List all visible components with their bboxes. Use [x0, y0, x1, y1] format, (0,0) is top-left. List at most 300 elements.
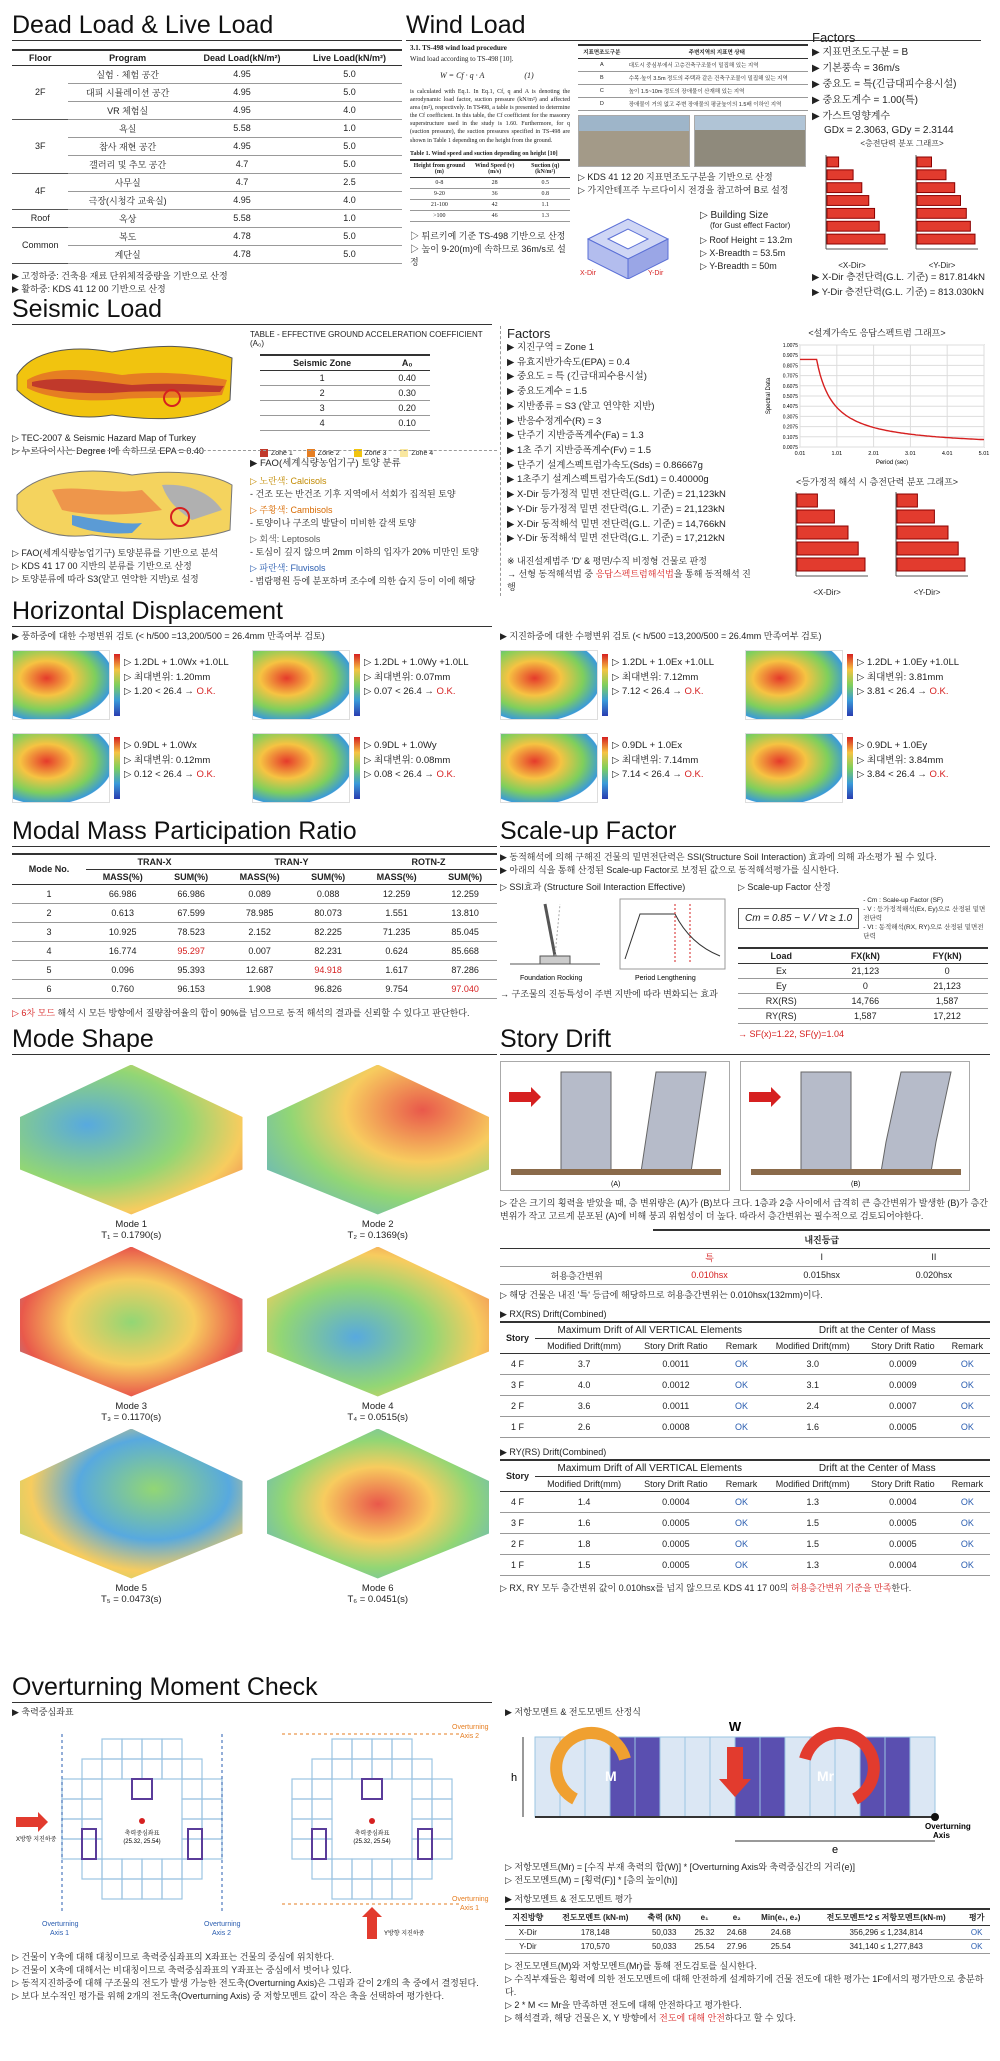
- seismic-section: [12, 296, 990, 325]
- resist-block: [505, 1706, 990, 2025]
- y-tick-label: 0.9075: [782, 353, 798, 360]
- table-cell: 0.0011: [633, 1353, 718, 1374]
- axis-1-label: Axis 1: [460, 1905, 480, 1913]
- rx-drift-table: [500, 1321, 990, 1438]
- table-row: [12, 941, 497, 960]
- zone-label: Zone 1: [271, 449, 293, 457]
- table-cell: 1 F: [500, 1554, 535, 1575]
- ssi-label-rocking: Foundation Rocking: [520, 974, 583, 982]
- table-cell: 0.40: [384, 371, 430, 386]
- table-row: [260, 401, 430, 416]
- story-bar: [797, 542, 858, 555]
- story-bar: [917, 183, 955, 193]
- table-cell: 1: [260, 371, 384, 386]
- table-cell: 복도: [68, 227, 186, 245]
- diagram-shape: [202, 1799, 222, 1819]
- table-cell: Ex: [738, 964, 824, 979]
- table-cell: 3.0: [765, 1353, 861, 1374]
- paper-body: is calculated with Eq.1. In Eq.1, Cf, q and A is denoting the aerodynamic load factor, suction pressure (kN/m²) and affected area (m²), respectively. In TS498, a table is presented to determine the Cf coefficient. In this table, the Cf coefficient for the masonry superstructure used in the study is 1.60. Furthermore, for q (suction pressure), the suction pressures specified in TS-498 are shown in Table 1 depending on the height from the ground.: [410, 89, 570, 144]
- y-tick-label: 0.1075: [782, 434, 798, 441]
- row-label: 허용층간변위: [500, 1266, 653, 1284]
- table-cell: 수목·높이 3.5m 정도의 주택과 같은 건축구조물이 밀집해 있는 지역: [626, 72, 808, 85]
- factor-item: ▶ Y-Dir 동적해석 밑면 전단력(G.L. 기준) = 17,212kN: [507, 533, 725, 545]
- diagram-shape: [885, 1737, 910, 1817]
- story-shear-title: <등가정적 해석 시 층전단력 분포 그래프>: [795, 477, 959, 487]
- diagram-shape: [369, 1818, 375, 1824]
- spectrum-title: <설계가속도 응답스펙트럼 그래프>: [808, 328, 946, 338]
- column-header: 전도모멘트*2 ≤ 저항모멘트(kN-m): [809, 1909, 964, 1926]
- diagram-shape: [292, 1839, 312, 1859]
- fao-title: ▶ FAO(세계식량농업기구) 토양 분류: [250, 458, 401, 469]
- response-spectrum-chart: [762, 339, 990, 469]
- grade-val: 0.020hsx: [878, 1266, 990, 1284]
- table-cell: 82.231: [296, 941, 360, 960]
- axis-1-label: Axis 1: [50, 1930, 70, 1938]
- table-cell: 4.95: [187, 83, 297, 101]
- table-cell: X-Dir: [505, 1926, 551, 1940]
- table-cell: 0.0008: [633, 1416, 718, 1437]
- group-header: 내진등급: [653, 1230, 990, 1249]
- mode-card: [12, 1247, 251, 1423]
- x-tick-label: 2.01: [868, 451, 879, 457]
- table-cell: 1.6: [765, 1416, 861, 1437]
- displacement-case: [745, 650, 985, 720]
- diagram-shape: [685, 1737, 710, 1817]
- table-cell: 78.523: [159, 922, 223, 941]
- table-cell: 0.20: [384, 401, 430, 416]
- column-header: Modified Drift(mm): [765, 1476, 861, 1491]
- table-cell: 17,212: [906, 1009, 988, 1024]
- header-row: [500, 1338, 990, 1353]
- displacement-case: [500, 650, 740, 720]
- contour-image: [252, 733, 350, 803]
- table-cell: 0-8: [410, 177, 469, 188]
- moment-formulas: [505, 1861, 990, 1887]
- diagram-shape: [82, 1839, 102, 1859]
- y-tick-label: 0.4075: [782, 404, 798, 411]
- turkey-hazard-map: [12, 330, 237, 430]
- fao-desc: - 건조 또는 반건조 기후 지역에서 석회가 집적된 토양: [250, 489, 456, 500]
- fao-name: ▷ 노란색: Calcisols: [250, 476, 327, 486]
- column-header: Load: [738, 948, 824, 964]
- note-line: ▷ 건물이 Y축에 대해 대칭이므로 축력중심좌표의 X좌표는 건물의 중심에 위치한다.: [12, 1952, 335, 1963]
- floor-cell: 4F: [12, 173, 68, 209]
- displacement-text: [857, 733, 949, 803]
- table-cell: OK: [718, 1416, 764, 1437]
- group-header: Drift at the Center of Mass: [765, 1460, 990, 1477]
- mode-shape-image: [20, 1429, 243, 1579]
- table-cell: 0.096: [86, 960, 159, 979]
- gust-factor: GDx = 2.3063, GDy = 2.3144: [824, 125, 954, 136]
- column-header: Story Drift Ratio: [861, 1476, 945, 1491]
- mode-period: T₆ = 0.0451(s): [347, 1593, 409, 1605]
- grade-table: [500, 1229, 990, 1285]
- max-displacement: ▷ 최대변위: 0.07mm: [364, 671, 451, 683]
- overturning-section: [12, 1674, 990, 1703]
- displacement-text: [612, 733, 704, 803]
- table-cell: 0.0009: [861, 1353, 945, 1374]
- factor-item: ▶ 단주기 지반증폭계수(Fa) = 1.3: [507, 430, 644, 442]
- max-displacement: ▷ 최대변위: 7.12mm: [612, 671, 699, 683]
- ok-text: O.K.: [929, 769, 949, 781]
- story-bar: [897, 526, 948, 539]
- zone-label: Zone 4: [411, 449, 434, 457]
- factor-item: ▶ 중요도 = 특(긴급대피수용시설): [812, 79, 957, 90]
- table-cell: 0.007: [223, 941, 296, 960]
- mode-period: T₃ = 0.1170(s): [101, 1411, 162, 1423]
- wind-x-graph: [812, 151, 892, 261]
- factors-title: Factors: [812, 30, 856, 45]
- table-row: [12, 137, 402, 155]
- table-row: [12, 922, 497, 941]
- label-overturning-axis: Overturning: [925, 1822, 971, 1832]
- table-cell: OK: [945, 1554, 990, 1575]
- table-cell: 1.5: [765, 1512, 861, 1533]
- overturning-notes: [12, 1951, 497, 2003]
- note-line: ▷ 튀르키예 기준 TS-498 기반으로 산정: [410, 230, 566, 241]
- table-row: [12, 101, 402, 119]
- soil-section: [12, 450, 497, 591]
- wind-story-graphs: [812, 151, 992, 261]
- diagram-shape: [182, 1799, 202, 1819]
- table-cell: Ey: [738, 979, 824, 994]
- exposure-table: [578, 44, 808, 111]
- table-cell: 13.810: [433, 903, 497, 922]
- table-cell: 25.54: [753, 1940, 809, 1954]
- table-cell: 1.8: [535, 1533, 633, 1554]
- diagram-shape: [392, 1859, 412, 1879]
- table-cell: 178,148: [551, 1926, 640, 1940]
- note-line: ▷ 토양분류에 따라 S3(얕고 연약한 지반)로 설정: [12, 574, 199, 585]
- color-scale: [114, 654, 120, 716]
- displacement-text: [857, 650, 959, 720]
- mode-shape-image: [267, 1429, 490, 1579]
- table-cell: 욕실: [68, 119, 186, 137]
- diagram-shape: [352, 1739, 372, 1759]
- table-cell: 24.68: [753, 1926, 809, 1940]
- header-row: [578, 45, 808, 59]
- group-header: TRAN-X: [86, 854, 223, 870]
- rx-title: ▶ RX(RS) Drift(Combined): [500, 1308, 607, 1319]
- story-bar: [917, 196, 961, 206]
- floor-cell: Roof: [12, 209, 68, 227]
- table-cell: >100: [410, 210, 469, 221]
- soil-notes: [12, 547, 242, 586]
- y-tick-label: 1.0075: [782, 343, 798, 349]
- table-cell: 3 F: [500, 1374, 535, 1395]
- table-cell: 3: [12, 922, 86, 941]
- diagram-shape: [432, 1839, 452, 1859]
- note-line: ▷ TEC-2007 & Seismic Hazard Map of Turkey: [12, 433, 196, 443]
- check-line: [857, 768, 949, 783]
- diagram-shape: [162, 1879, 182, 1899]
- table-cell: 3: [260, 401, 384, 416]
- load-combo: ▷ 1.2DL + 1.0Wy +1.0LL: [364, 657, 469, 668]
- x-tick-label: 3.01: [905, 451, 916, 457]
- table-cell: VR 체험실: [68, 101, 186, 119]
- wind-paper-excerpt: [410, 44, 570, 269]
- x-tick-label: 1.01: [831, 451, 843, 457]
- table-cell: 0.0004: [633, 1491, 718, 1512]
- table-cell: 25.32: [688, 1926, 720, 1940]
- table-cell: 4.7: [187, 173, 297, 191]
- x-axis-label: Period (sec): [875, 460, 909, 466]
- table-row: [12, 83, 402, 101]
- svg-text:Y-Dir: Y-Dir: [648, 270, 664, 278]
- axis-1-label: Overturning: [452, 1896, 489, 1904]
- displacement-case: [745, 733, 985, 803]
- table-cell: 82.225: [296, 922, 360, 941]
- eq-disp: [500, 630, 990, 643]
- table-cell: 0.8: [521, 188, 571, 199]
- diagram-shape: [82, 1859, 102, 1879]
- load-combo: ▷ 1.2DL + 1.0Ey +1.0LL: [857, 657, 960, 668]
- table-cell: 2.5: [297, 173, 402, 191]
- note-line: ▶ 아래의 식을 통해 산정된 Scale-up Factor로 보정된 값으로 동적해석평가를 실시한다.: [500, 864, 839, 875]
- table-cell: 4 F: [500, 1353, 535, 1374]
- table-cell: B: [578, 72, 626, 85]
- factor-item: ▶ 1초주기 설계스펙트럼가속도(Sd1) = 0.40000g: [507, 474, 709, 486]
- mode-card: [259, 1065, 498, 1241]
- load-combo: ▷ 0.9DL + 1.0Wx: [124, 740, 197, 751]
- table-cell: 4.0: [297, 191, 402, 209]
- table-cell: 0.0005: [633, 1512, 718, 1533]
- table-cell: OK: [718, 1533, 764, 1554]
- building-size-item: ▷ X-Breadth = 53.5m: [700, 248, 786, 259]
- label-h: h: [511, 1772, 518, 1785]
- column-header: 평가: [963, 1909, 990, 1926]
- diagram-shape: [162, 1859, 182, 1879]
- displacement-case: [12, 650, 252, 720]
- scaleup-notes: [500, 851, 990, 877]
- load-combo: ▷ 1.2DL + 1.0Wx +1.0LL: [124, 657, 229, 668]
- contour-image: [500, 650, 598, 720]
- table-cell: 94.918: [296, 960, 360, 979]
- grade-col: 특: [653, 1248, 765, 1266]
- table-cell: 4.0: [297, 101, 402, 119]
- column-header: SUM(%): [433, 869, 497, 884]
- table-cell: 실험 · 체험 공간: [68, 65, 186, 83]
- column-header: Dead Load(kN/m²): [187, 50, 297, 66]
- x-force-label: X방향 지진하중: [16, 1837, 57, 1844]
- eval-title: ▶ 저항모멘트 & 전도모멘트 평가: [505, 1894, 633, 1905]
- diagram-shape: [182, 1779, 202, 1799]
- centroid-label: 축력중심좌표: [124, 1831, 160, 1838]
- diagram-shape: [332, 1879, 352, 1899]
- diagram-shape: [312, 1839, 332, 1859]
- diagram-shape: [412, 1759, 432, 1779]
- table-row: [505, 1940, 990, 1954]
- diagram-shape: [82, 1829, 96, 1859]
- y-tick-label: 0.2075: [782, 424, 798, 431]
- load-combo: ▷ 1.2DL + 1.0Ex +1.0LL: [612, 657, 715, 668]
- group-header: Maximum Drift of All VERTICAL Elements: [535, 1322, 765, 1339]
- svg-text:X-Dir: X-Dir: [580, 270, 596, 278]
- diagram-shape: [312, 1859, 332, 1879]
- table-cell: 10.925: [86, 922, 159, 941]
- table-cell: 1.5: [765, 1533, 861, 1554]
- column-header: Story: [500, 1460, 535, 1492]
- table-cell: 4: [260, 416, 384, 431]
- table-cell: 67.599: [159, 903, 223, 922]
- table-row: [500, 1374, 990, 1395]
- table-row: [500, 1533, 990, 1554]
- factor-item: ▶ 지반종류 = S3 (얕고 연약한 지반): [507, 400, 655, 412]
- ok-text: O.K.: [684, 686, 704, 698]
- table-cell: OK: [945, 1395, 990, 1416]
- ok-text: O.K.: [929, 686, 949, 698]
- table-row: [12, 227, 402, 245]
- diagram-shape: [292, 1819, 312, 1839]
- table-row: [738, 979, 988, 994]
- factor-item: ▶ 중요도계수 = 1.00(특): [812, 95, 918, 106]
- diagram-shape: [102, 1859, 122, 1879]
- fao-name: ▷ 주황색: Cambisols: [250, 505, 333, 516]
- table-cell: 3.1: [765, 1374, 861, 1395]
- table-cell: 0.089: [223, 884, 296, 903]
- eval-table: [505, 1908, 990, 1954]
- x-force-arrow: [16, 1812, 48, 1832]
- table-row: [738, 1009, 988, 1024]
- story-bar: [827, 221, 879, 231]
- scaleup-table: [738, 947, 988, 1024]
- table-cell: 21-100: [410, 199, 469, 210]
- check-text: ▷ 3.81 < 26.4 →: [857, 686, 930, 698]
- note-line: ▷ FAO(세계식량농업기구) 토양분류를 기반으로 분석: [12, 548, 219, 558]
- section-title: Wind Load: [406, 12, 981, 41]
- drift-note: ▷ 같은 크기의 횡력을 받았을 때, 층 변위량은 (A)가 (B)보다 크다. 1층과 2층 사이에서 급격히 큰 층간변위가 발생한 (B)가 층간변위가 작고 고르게 분포된 (A)에 비해 붕괴 위험성이 더 높다. 따라서 층간변위는 필수적으로 검토되어야한다.: [500, 1197, 988, 1221]
- table-row: [260, 386, 430, 401]
- table-cell: 1.0: [297, 209, 402, 227]
- table-cell: 95.393: [159, 960, 223, 979]
- column-header: Height from ground (m): [410, 160, 469, 178]
- check-line: [612, 685, 714, 700]
- table-cell: C: [578, 85, 626, 98]
- table-cell: OK: [945, 1353, 990, 1374]
- contour-image: [252, 650, 350, 720]
- story-bar: [897, 558, 965, 571]
- table-cell: 0.0011: [633, 1395, 718, 1416]
- table-cell: 96.826: [296, 979, 360, 998]
- table-cell: 1,587: [906, 994, 988, 1009]
- factor-item: ▶ 기본풍속 = 36m/s: [812, 63, 900, 74]
- column-header: Suction (q) (kN/m²): [521, 160, 571, 178]
- column-header: e₂: [721, 1909, 753, 1926]
- diagram-shape: [132, 1779, 152, 1799]
- mode-card: [259, 1247, 498, 1423]
- drift-diagram-a: [500, 1061, 730, 1191]
- table-cell: 12.259: [360, 884, 433, 903]
- building-size-item: ▷ Y-Breadth = 50m: [700, 261, 777, 272]
- y-tick-label: 0.0075: [782, 445, 798, 451]
- wind-notes-mid: [578, 171, 808, 197]
- table-cell: 95.297: [159, 941, 223, 960]
- table-row: [12, 119, 402, 137]
- table-cell: 3.7: [535, 1353, 633, 1374]
- table-cell: RX(RS): [738, 994, 824, 1009]
- color-scale: [114, 737, 120, 799]
- displacement-case: [252, 733, 492, 803]
- table-cell: 0.613: [86, 903, 159, 922]
- header-row: [500, 1248, 990, 1266]
- diagram-shape: [352, 1859, 372, 1879]
- table-cell: 85.045: [433, 922, 497, 941]
- centroid-value: (25.32, 25.54): [353, 1839, 391, 1846]
- mode-shape-image: [20, 1247, 243, 1397]
- table-cell: RY(RS): [738, 1009, 824, 1024]
- table-cell: 2.4: [765, 1395, 861, 1416]
- check-line: [364, 685, 469, 700]
- note-line: ▷ KDS 41 12 20 지표면조도구분을 기반으로 산정: [578, 172, 773, 182]
- legend-line: - Cm : Scale-up Factor (SF): [863, 896, 944, 904]
- table-cell: 78.985: [223, 903, 296, 922]
- ok-text: O.K.: [436, 769, 456, 781]
- table-cell: 대피 시뮬레이션 공간: [68, 83, 186, 101]
- scaleup-formula: Cm = 0.85 − V / Vt ≥ 1.0: [738, 908, 859, 929]
- diagram-shape: [292, 1799, 312, 1819]
- grade-col: II: [878, 1248, 990, 1266]
- graph-labels: <X-Dir> <Y-Dir>: [838, 261, 956, 270]
- diagram-shape: [312, 1829, 326, 1859]
- fao-soil-map: [12, 455, 237, 545]
- factor-item: ▶ X-Dir 동적해석 밑면 전단력(G.L. 기준) = 14,766kN: [507, 518, 726, 530]
- wind-y-graph: [902, 151, 982, 261]
- table-cell: 4: [12, 941, 86, 960]
- seismic-factors: [500, 326, 755, 596]
- group-header: Maximum Drift of All VERTICAL Elements: [535, 1460, 765, 1477]
- factor-item: ▶ 지진구역 = Zone 1: [507, 342, 595, 353]
- table-cell: 4.0: [535, 1374, 633, 1395]
- table-cell: 21,123: [906, 979, 988, 994]
- table-cell: 27.96: [721, 1940, 753, 1954]
- table-cell: 4.95: [187, 137, 297, 155]
- table-row: [500, 1512, 990, 1533]
- seismic-map: [12, 330, 242, 458]
- ok-text: O.K.: [684, 769, 704, 781]
- diagram-shape: [162, 1739, 182, 1759]
- overturning-final: [505, 1960, 990, 2012]
- max-displacement: ▷ 최대변위: 3.84mm: [857, 754, 944, 766]
- diagram-shape: [82, 1759, 102, 1779]
- table-cell: OK: [945, 1533, 990, 1554]
- column-header: SUM(%): [159, 869, 223, 884]
- ok-text: O.K.: [196, 769, 216, 781]
- color-scale: [602, 654, 608, 716]
- column-header: Story Drift Ratio: [861, 1338, 945, 1353]
- table-cell: 42: [469, 199, 521, 210]
- table-cell: 12.259: [433, 884, 497, 903]
- table-cell: 0.088: [296, 884, 360, 903]
- result-item: ▶ X-Dir 층전단력(G.L. 기준) = 817.814kN: [812, 272, 985, 283]
- moment-diagram: [505, 1719, 990, 1859]
- note-line: ▶ 고정하중: 건축용 재료 단위체적중량을 기반으로 산정: [12, 270, 228, 281]
- table-cell: 0.624: [360, 941, 433, 960]
- drift-label-b: (B): [851, 1180, 861, 1188]
- table-row: [12, 155, 402, 173]
- building-size-item: ▷ Roof Height = 13.2m: [700, 235, 793, 245]
- centroid-label: 축력중심좌표: [354, 1831, 390, 1838]
- table-cell: 0.10: [384, 416, 430, 431]
- mode-period: T₅ = 0.0473(s): [100, 1593, 162, 1605]
- table-cell: 0.0004: [861, 1554, 945, 1575]
- table-cell: 1.551: [360, 903, 433, 922]
- modal-table: [12, 853, 497, 999]
- story-bar: [827, 208, 875, 218]
- seis-y-graph: [882, 488, 972, 588]
- column-header: 주변지역의 지표면 상태: [626, 45, 808, 59]
- table-cell: OK: [945, 1491, 990, 1512]
- diagram-shape: [139, 1818, 145, 1824]
